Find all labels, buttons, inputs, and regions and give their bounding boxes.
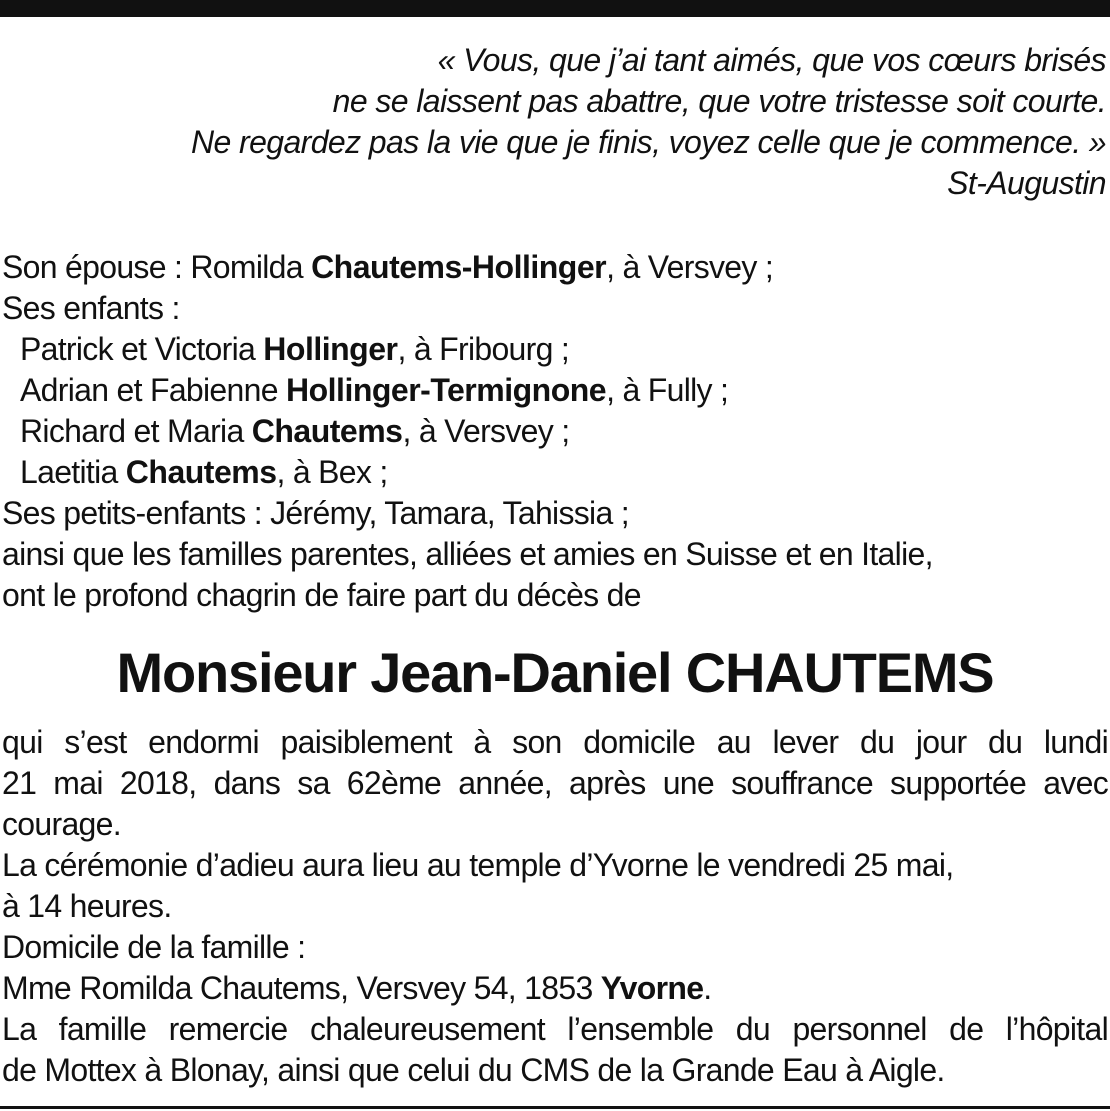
- child-name: Chautems: [125, 454, 277, 490]
- child-line: [2, 411, 1108, 452]
- quote-line: ne se laissent pas abattre, que votre tristesse soit courte.: [332, 83, 1106, 119]
- quote-author: St-Augustin: [947, 165, 1106, 201]
- death-line: qui s’est endormi paisiblement à son domicile au lever du jour du lundi: [2, 724, 1108, 760]
- child-name: Hollinger-Termignone: [286, 372, 607, 408]
- child-suffix: , à Fully ;: [606, 372, 729, 408]
- spouse-prefix: Son épouse : Romilda: [2, 249, 312, 285]
- domicile-label: Domicile de la famille :: [2, 929, 306, 965]
- child-line: [2, 452, 1108, 493]
- epigraph-quote: [6, 40, 1106, 204]
- relatives-line: ainsi que les familles parentes, alliées et amies en Suisse et en Italie,: [2, 536, 933, 572]
- domicile-address: [2, 968, 1108, 1009]
- family-list: [2, 247, 1108, 616]
- child-prefix: Richard et Maria: [20, 413, 252, 449]
- thanks-line: La famille remercie chaleureusement l’ensemble du personnel de l’hôpital: [2, 1011, 1108, 1047]
- domicile-city: Yvorne: [600, 970, 704, 1006]
- child-prefix: Adrian et Fabienne: [20, 372, 286, 408]
- spouse-line: [2, 247, 1108, 288]
- child-suffix: , à Fribourg ;: [397, 331, 570, 367]
- child-line: [2, 329, 1108, 370]
- notice-body: [2, 722, 1108, 1091]
- spouse-name: Chautems-Hollinger: [311, 249, 607, 285]
- ceremony-line: à 14 heures.: [2, 888, 172, 924]
- child-name: Hollinger: [263, 331, 398, 367]
- death-line: 21 mai 2018, dans sa 62ème année, après une souffrance supportée avec: [2, 765, 1108, 801]
- child-line: [2, 370, 1108, 411]
- children-label: Ses enfants :: [2, 290, 180, 326]
- ceremony-line: La cérémonie d’adieu aura lieu au temple d’Yvorne le vendredi 25 mai,: [2, 847, 954, 883]
- quote-line: « Vous, que j’ai tant aimés, que vos cœurs brisés: [437, 42, 1106, 78]
- quote-line: Ne regardez pas la vie que je finis, voyez celle que je commence. »: [191, 124, 1106, 160]
- child-prefix: Patrick et Victoria: [20, 331, 264, 367]
- bottom-rule: [0, 1106, 1110, 1109]
- domicile-suffix: .: [703, 970, 712, 1006]
- death-line-end: courage.: [2, 806, 121, 842]
- child-name: Chautems: [251, 413, 403, 449]
- domicile-prefix: Mme Romilda Chautems, Versvey 54, 1853: [2, 970, 601, 1006]
- child-suffix: , à Bex ;: [276, 454, 388, 490]
- spouse-suffix: , à Versvey ;: [606, 249, 774, 285]
- announcement-line: ont le profond chagrin de faire part du décès de: [2, 577, 641, 613]
- thanks-line: de Mottex à Blonay, ainsi que celui du CMS de la Grande Eau à Aigle.: [2, 1052, 945, 1088]
- top-rule: [0, 0, 1110, 17]
- grandchildren-line: Ses petits-enfants : Jérémy, Tamara, Tahissia ;: [2, 495, 629, 531]
- child-suffix: , à Versvey ;: [402, 413, 570, 449]
- child-prefix: Laetitia: [20, 454, 126, 490]
- deceased-name: Monsieur Jean-Daniel CHAUTEMS: [116, 641, 994, 704]
